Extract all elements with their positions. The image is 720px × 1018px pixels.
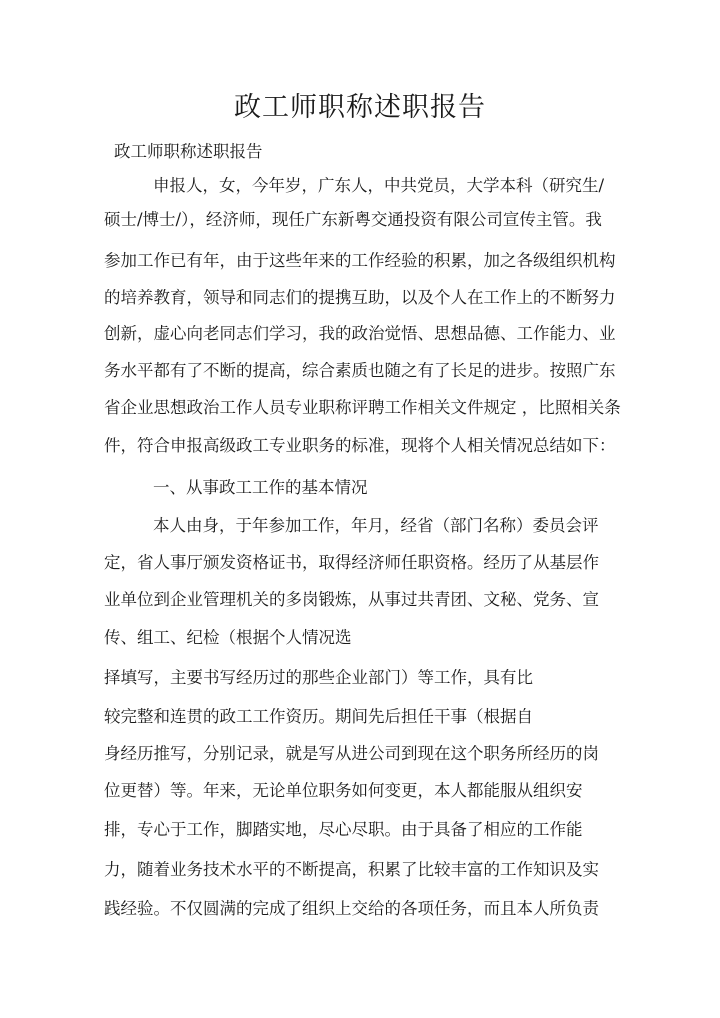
paragraph-line: 身经历推写，分别记录，就是写从进公司到现在这个职务所经历的岗 [104, 744, 599, 763]
paragraph-line: 业单位到企业管理机关的多岗锻炼，从事过共青团、文秘、党务、宣 [104, 590, 599, 609]
paragraph-line: 排，专心于工作，脚踏实地，尽心尽职。由于具备了相应的工作能 [104, 820, 583, 839]
paragraph-line: 位更替）等。年来，无论单位职务如何变更，本人都能服从组织安 [104, 781, 583, 800]
document-title: 政工师职称述职报告 [234, 92, 486, 123]
paragraph-line: 择填写，主要书写经历过的那些企业部门）等工作，具有比 [104, 668, 533, 687]
paragraph-line: 件，符合申报高级政工专业职务的标准，现将个人相关情况总结如下： [104, 436, 616, 455]
paragraph-line: 申报人，女，今年岁，广东人，中共党员，大学本科（研究生/ [153, 176, 605, 195]
paragraph-line: 定，省人事厅颁发资格证书，取得经济师任职资格。经历了从基层作 [104, 553, 599, 572]
paragraph-line: 的培养教育，领导和同志们的提携互助，以及个人在工作上的不断努力 [104, 288, 616, 307]
paragraph-line: 省企业思想政治工作人员专业职称评聘工作相关文件规定 ，比照相关条 [104, 398, 621, 417]
paragraph-line: 创新，虚心向老同志们学习，我的政治觉悟、思想品德、工作能力、业 [104, 324, 616, 343]
paragraph-line: 力，随着业务技术水平的不断提高，积累了比较丰富的工作知识及实 [104, 860, 599, 879]
paragraph-line: 践经验。不仅圆满的完成了组织上交给的各项任务，而且本人所负责 [104, 899, 599, 918]
paragraph-line: 本人由身，于年参加工作，年月，经省（部门名称）委员会评 [153, 516, 599, 535]
section-heading: 一、从事政工工作的基本情况 [153, 478, 368, 497]
subtitle-line: 政工师职称述职报告 [114, 142, 263, 161]
paragraph-line: 较完整和连贯的政工工作资历。期间先后担任干事（根据自 [104, 707, 533, 726]
paragraph-line: 硕士/博士/），经济师，现任广东新粤交通投资有限公司宣传主管。我 [104, 210, 602, 229]
paragraph-line: 参加工作已有年，由于这些年来的工作经验的积累，加之各级组织机构 [104, 251, 616, 270]
paragraph-line: 传、组工、纪检（根据个人情况选 [104, 628, 352, 647]
paragraph-line: 务水平都有了不断的提高，综合素质也随之有了长足的进步。按照广东 [104, 361, 616, 380]
